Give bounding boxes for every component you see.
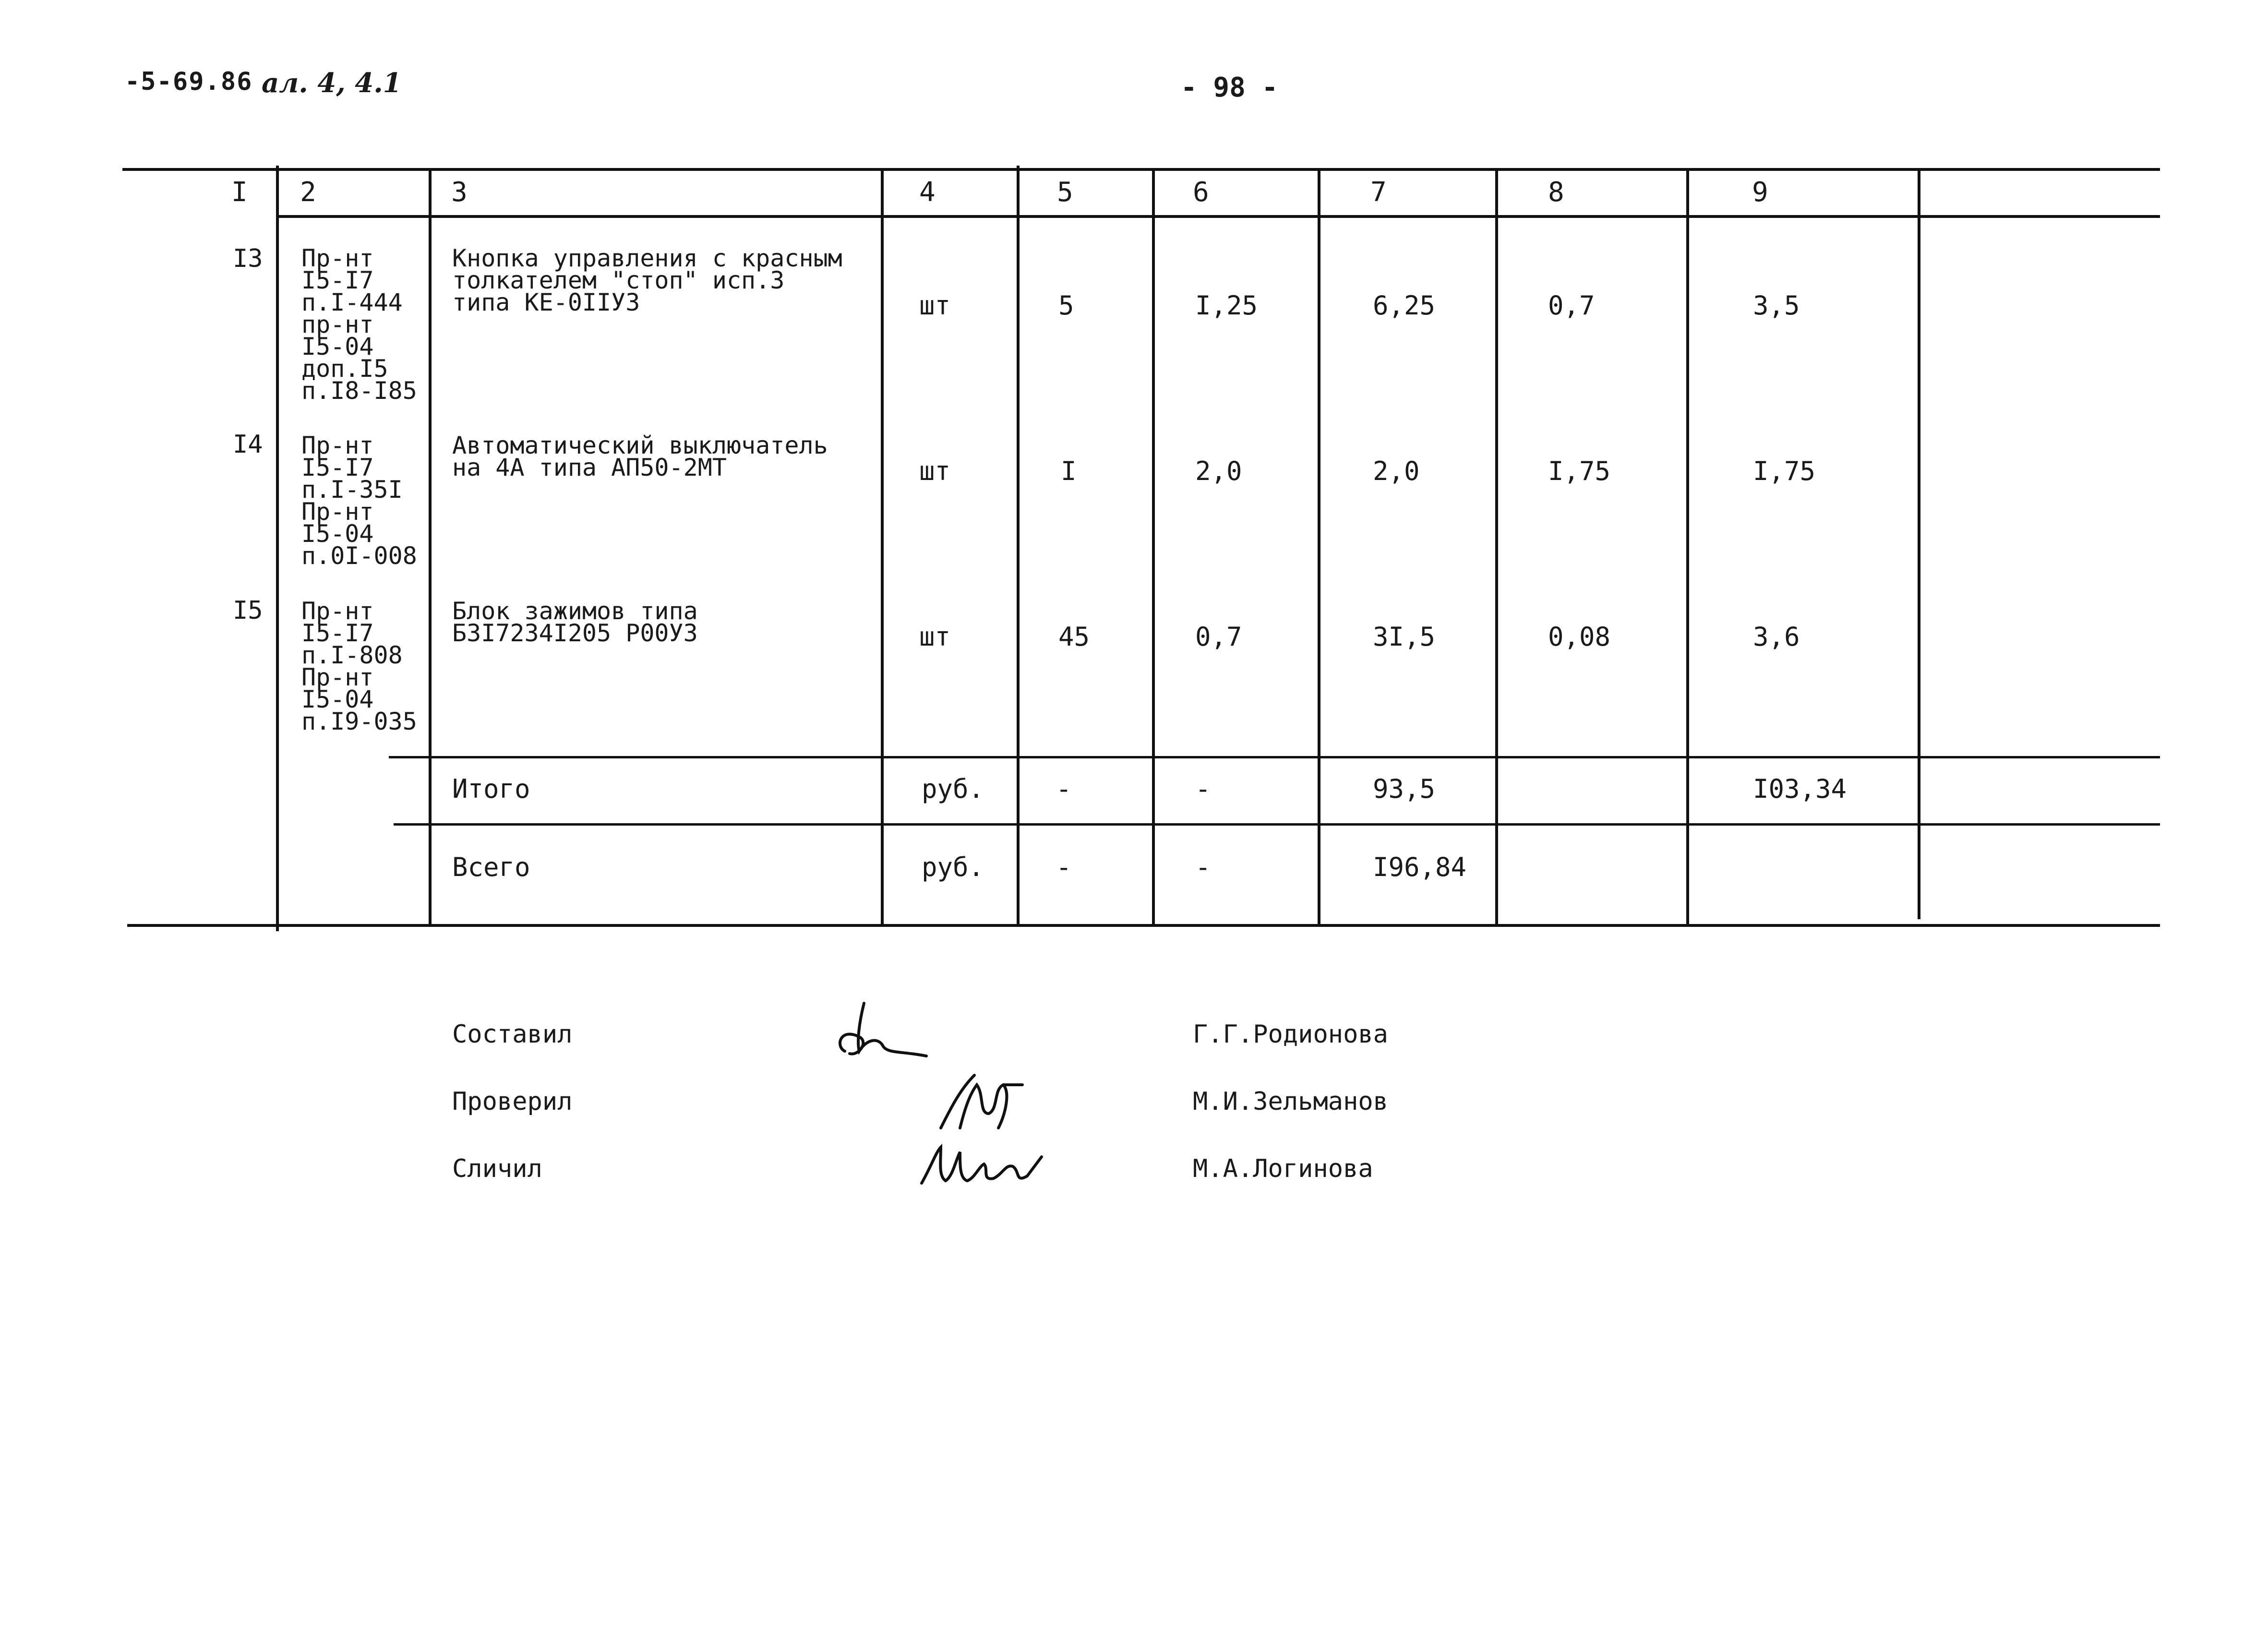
column-header-3: 3: [451, 177, 468, 208]
total-col6: -: [1195, 774, 1211, 804]
total-top-rule: [389, 756, 2160, 758]
reference-cell: Пр-нт I5-I7 п.I-444 пр-нт I5-04 доп.I5 п.I8-I85: [301, 244, 417, 405]
total-label: Итого: [452, 774, 530, 804]
grand-total-top-rule: [394, 823, 2160, 826]
quantity-cell: 45: [1058, 622, 1090, 652]
handwritten-signature: [830, 994, 946, 1070]
quantity-cell: 5: [1058, 290, 1074, 321]
grand-total-col5: -: [1056, 852, 1072, 882]
reference-cell: Пр-нт I5-I7 п.I-808 Пр-нт I5-04 п.I9-035: [301, 597, 417, 735]
total-unit: руб.: [922, 774, 984, 804]
grand-total-label: Всего: [452, 852, 530, 882]
signature-role: Сличил: [452, 1154, 542, 1183]
grand-total-col6: -: [1195, 852, 1211, 882]
col-sep-6: [1318, 168, 1320, 926]
col8-cell: 0,08: [1548, 622, 1611, 652]
document-code: -5-69.86: [125, 67, 253, 96]
column-header-4: 4: [919, 177, 936, 208]
grand-total-unit: руб.: [922, 852, 984, 882]
col9-cell: I,75: [1753, 456, 1816, 486]
col-sep-9: [1918, 168, 1920, 919]
column-header-9: 9: [1752, 177, 1768, 208]
total-col5: -: [1056, 774, 1072, 804]
col-sep-5: [1152, 168, 1155, 926]
col8-cell: I,75: [1548, 456, 1611, 486]
signature-name: М.И.Зельманов: [1193, 1087, 1388, 1116]
inventory-note: ал. 4, 4.1: [262, 67, 402, 99]
col8-cell: 0,7: [1548, 290, 1595, 321]
row-number: I5: [233, 596, 263, 625]
col7-cell: 6,25: [1373, 290, 1436, 321]
handwritten-signature: [912, 1138, 1046, 1190]
item-name: Кнопка управления с красным толкателем "стоп" исп.3 типа КЕ-0IIУ3: [452, 244, 842, 316]
handwritten-signature: [931, 1066, 1037, 1138]
col-sep-1: [276, 166, 279, 931]
grand-total-col7: I96,84: [1373, 852, 1467, 882]
col-sep-8: [1686, 168, 1689, 924]
col7-cell: 2,0: [1373, 456, 1420, 486]
unit-cell: шт: [919, 622, 951, 652]
row-number: I3: [233, 244, 263, 273]
column-header-2: 2: [300, 177, 316, 208]
unit-cell: шт: [919, 456, 951, 486]
col-sep-2: [429, 168, 432, 926]
table-bottom-rule: [127, 924, 2160, 927]
unit-cell: шт: [919, 290, 951, 321]
signature-role: Составил: [452, 1020, 573, 1049]
table-top-rule: [122, 168, 2160, 171]
col6-cell: 0,7: [1195, 622, 1242, 652]
column-header-7: 7: [1370, 177, 1387, 208]
col-sep-7: [1495, 168, 1498, 924]
column-header-1: I: [231, 177, 248, 208]
reference-cell: Пр-нт I5-I7 п.I-35I Пр-нт I5-04 п.0I-008: [301, 432, 417, 570]
column-header-6: 6: [1193, 177, 1209, 208]
item-name: Блок зажимов типа Б3I7234I205 Р00У3: [452, 597, 698, 647]
total-col7: 93,5: [1373, 774, 1436, 804]
signature-name: М.А.Логинова: [1193, 1154, 1373, 1183]
column-header-5: 5: [1057, 177, 1073, 208]
col-sep-3: [881, 168, 884, 926]
row-number: I4: [233, 430, 263, 459]
header-bottom-rule: [276, 215, 2160, 218]
total-col9: I03,34: [1753, 774, 1847, 804]
quantity-cell: I: [1061, 456, 1077, 486]
col6-cell: 2,0: [1195, 456, 1242, 486]
col9-cell: 3,6: [1753, 622, 1800, 652]
item-name: Автоматический выключатель на 4А типа АП50-2МТ: [452, 432, 828, 481]
col-sep-4: [1017, 166, 1020, 926]
signature-name: Г.Г.Родионова: [1193, 1020, 1388, 1049]
page-number: - 98 -: [1181, 72, 1278, 103]
signature-role: Проверил: [452, 1087, 573, 1116]
column-header-8: 8: [1548, 177, 1564, 208]
col7-cell: 3I,5: [1373, 622, 1436, 652]
col6-cell: I,25: [1195, 290, 1258, 321]
col9-cell: 3,5: [1753, 290, 1800, 321]
